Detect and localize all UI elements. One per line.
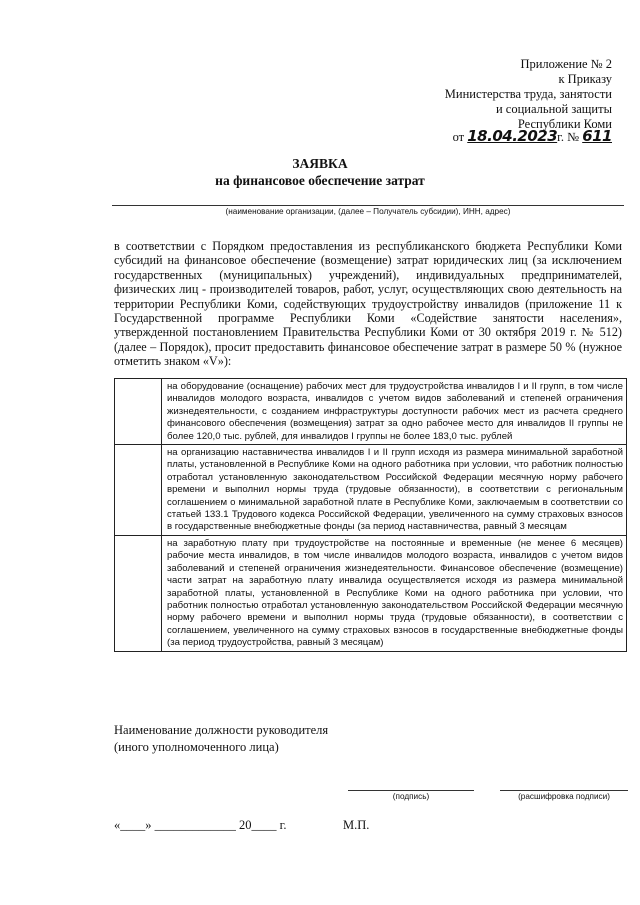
organization-caption: (наименование организации, (далее – Получатель субсидии), ИНН, адрес) — [225, 207, 511, 216]
document-subtitle: на финансовое обеспечение затрат — [215, 173, 425, 188]
option-checkbox-mentoring[interactable] — [115, 445, 162, 536]
signature-decode-line — [500, 790, 628, 791]
signature-decode-caption: (расшифровка подписи) — [518, 792, 610, 801]
expense-options-table — [114, 378, 627, 652]
head-position-label: Наименование должности руководителя — [114, 723, 329, 737]
handwritten-number: 611 — [582, 127, 612, 145]
option-text: на заработную плату при трудоустройстве на постоянные и временные (не менее 6 месяцев) рабочие места инвалидов, в том числе инвалидов молодого возраста, инвалидов с учетом видов заболеваний и степеней ограничения жизнедеятельности. Финансовое обеспечение (возмещение) части затрат на заработную плату инвалида осуществляется исходя из размера минимальной заработной платы, установленной в Республике Коми на одного работника при условии, что работник полностью отработал установленную законодательством Российской Федерации месячную норму рабочего времени и выполнил нормы труда (трудовые обязанности), в соответствии с соглашением, увеличенного на сумму страховых взносов в государственные внебюджетные фонды (за период трудоустройства, равный 3 месяцам) — [162, 535, 627, 651]
intro-paragraph: в соответствии с Порядком предоставления из республиканского бюджета Республики Коми субсидий на финансовое обеспечение (возмещение) затрат юридических лиц (за исключением государственных (муниципальных) учреждений), индивидуальных предпринимателей, физических лиц - производителей товаров, работ, услуг, осуществляющих свою деятельность на территории Республики Коми, содействующих трудоустройству инвалидов (приложение 11 к Государственной программе Республики Коми «Содействие занятости населения», утвержденной постановлением Правительства Республики Коми от 30 октября 2019 г. № 512) (далее – Порядок), просит предоставить финансовое обеспечение затрат в размере 50 % (нужное отметить знаком «V»): — [114, 239, 622, 369]
handwritten-date: 18.04.2023 — [467, 127, 558, 145]
appendix-line: Приложение № 2 — [520, 57, 612, 71]
option-checkbox-salary[interactable] — [115, 535, 162, 651]
option-text: на организацию наставничества инвалидов I и II групп исходя из размера минимальной заработной платы, установленной в Республике Коми на одного работника при условии, что работник полностью отработал установленную законодательством Российской Федерации месячную норму рабочего времени и выполнил нормы труда (трудовые обязанности), в соответствии с региональным соглашением о минимальной заработной плате в Республике Коми, заключаемым в соответствии со статьей 133.1 Трудового кодекса Российской Федерации, увеличенного на сумму страховых взносов в государственные внебюджетные фонды (за период наставничества, равный 3 месяцам — [162, 445, 627, 536]
year-suffix: г. № — [557, 130, 580, 144]
signature-caption: (подпись) — [392, 792, 430, 801]
option-row — [115, 445, 627, 536]
organization-fill-line — [112, 205, 624, 206]
date-field: «____» _____________ 20____ г. — [114, 818, 287, 832]
signature-line — [348, 790, 474, 791]
seal-label: М.П. — [343, 818, 370, 832]
option-text: на оборудование (оснащение) рабочих мест для трудоустройства инвалидов I и II групп, в том числе инвалидов молодого возраста, инвалидов с учетом видов заболеваний и степеней ограничения жизнедеятельности, с созданием инфраструктуры доступности рабочих мест из расчета среднего финансового обеспечения (возмещения) затрат за одно рабочее место для инвалидов II группы не более 120,0 тыс. рублей, для инвалидов I группы не более 183,0 тыс. рублей — [162, 379, 627, 445]
head-position-block — [114, 722, 328, 756]
appendix-line: Министерства труда, занятости — [444, 87, 612, 101]
option-checkbox-equipment[interactable] — [115, 379, 162, 445]
appendix-header — [445, 57, 612, 132]
appendix-line: к Приказу — [558, 72, 612, 86]
option-row — [115, 535, 627, 651]
document-title: ЗАЯВКА — [292, 156, 348, 171]
appendix-line: Республики Коми — [517, 117, 612, 131]
order-date-line — [453, 127, 612, 145]
date-prefix: от — [452, 130, 465, 144]
option-row — [115, 379, 627, 445]
head-position-note: (иного уполномоченного лица) — [114, 740, 279, 754]
appendix-line: и социальной защиты — [495, 102, 612, 116]
